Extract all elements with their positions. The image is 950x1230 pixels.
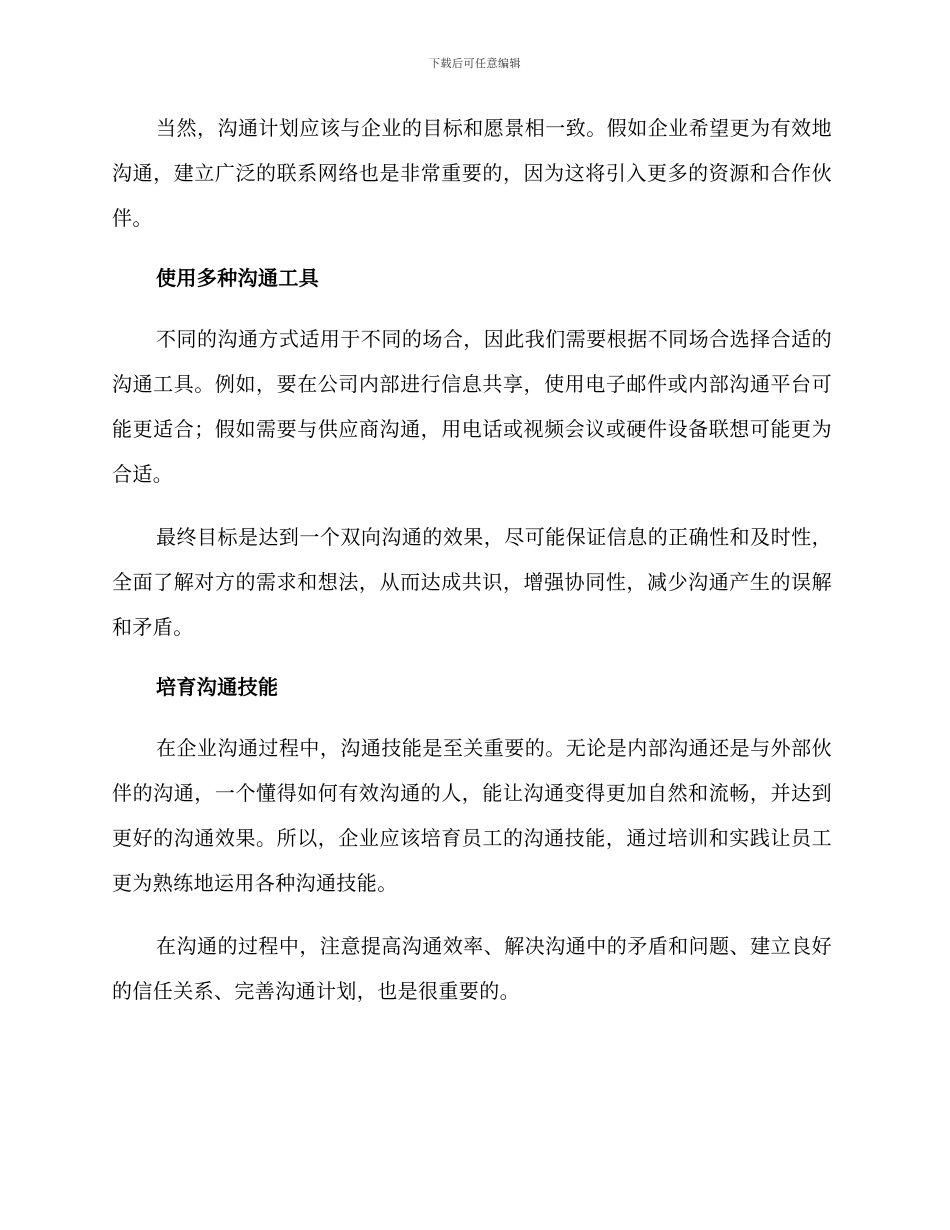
header-note: 下载后可任意编辑	[429, 57, 521, 70]
section-heading-tools: 使用多种沟通工具	[156, 266, 320, 290]
section-heading-skills: 培育沟通技能	[156, 675, 279, 699]
paragraph-5: 在沟通的过程中，注意提高沟通效率、解决沟通中的矛盾和问题、建立良好的信任关系、完善沟通计划，也是很重要的。	[112, 934, 832, 1003]
paragraph-4: 在企业沟通过程中，沟通技能是至关重要的。无论是内部沟通还是与外部伙伴的沟通，一个懂得如何有效沟通的人，能让沟通变得更加自然和流畅，并达到更好的沟通效果。所以，企业应该培育员工的沟通技能，通过培训和实践让员工更为熟练地运用各种沟通技能。	[112, 736, 832, 895]
paragraph-1: 当然，沟通计划应该与企业的目标和愿景相一致。假如企业希望更为有效地沟通，建立广泛的联系网络也是非常重要的，因为这将引入更多的资源和合作伙伴。	[112, 116, 832, 230]
document-body	[112, 106, 832, 1032]
paragraph-3: 最终目标是达到一个双向沟通的效果，尽可能保证信息的正确性和及时性，全面了解对方的需求和想法，从而达成共识，增强协同性，减少沟通产生的误解和矛盾。	[112, 525, 832, 639]
paragraph-2: 不同的沟通方式适用于不同的场合，因此我们需要根据不同场合选择合适的沟通工具。例如，要在公司内部进行信息共享，使用电子邮件或内部沟通平台可能更适合；假如需要与供应商沟通，用电话或视频会议或硬件设备联想可能更为合适。	[112, 327, 832, 486]
